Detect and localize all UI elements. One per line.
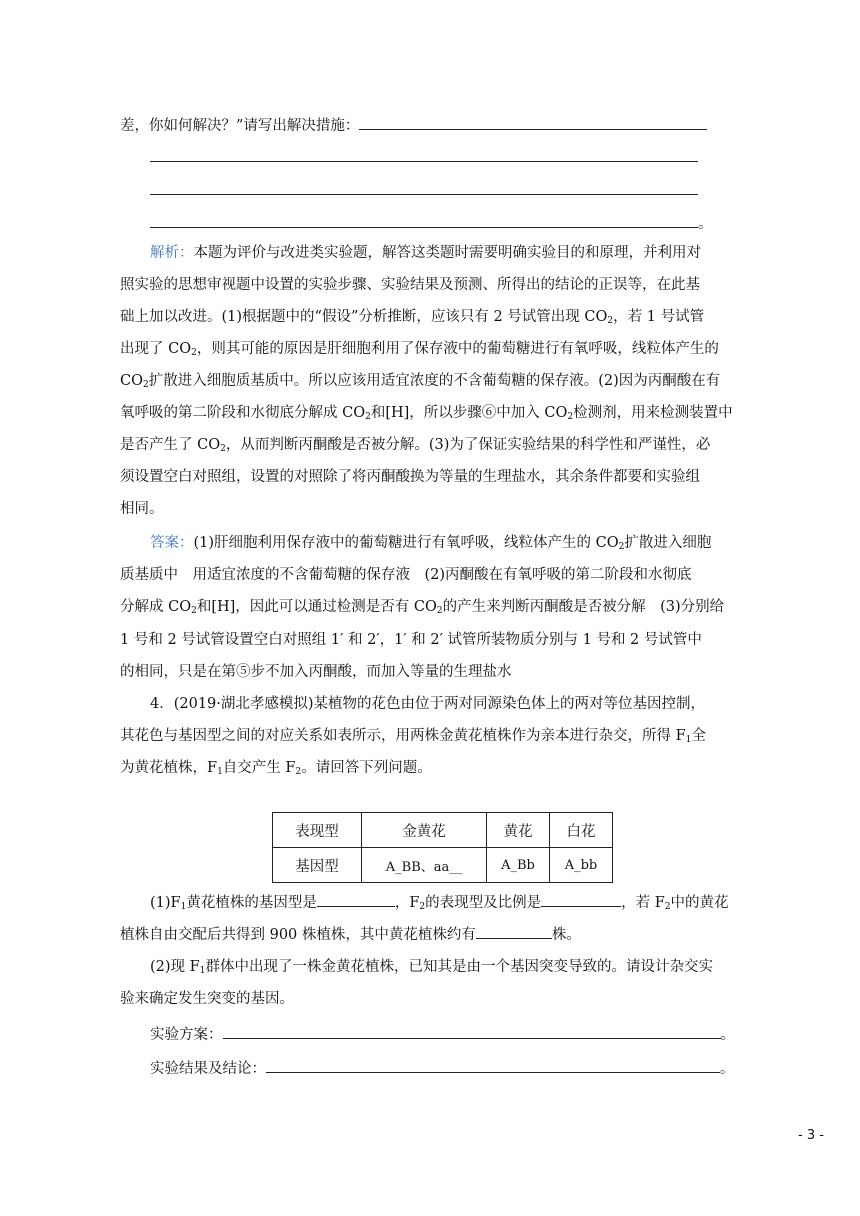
analysis-line: 氧呼吸的第二阶段和水彻底分解成 $CO_2$和[H]，所以步骤⑥中加入 $CO_2$检测剂，用来检测装置中 [120,405,733,422]
analysis-label: 解析： [150,245,194,261]
question-line: 为黄花植株，$F_1$自交产生 $F_2$。请回答下列问题。 [120,760,432,777]
analysis-line: $CO_2$扩散进入细胞质基质中。所以应该用适宜浓度的不含葡萄糖的保存液。(2)因为丙酮酸在有 [120,373,721,390]
page-number: - 3 - [798,1128,824,1143]
question-line: $(1)F_1$黄花植株的基因型是 ，$F_2$的表现型及比例是 ，若 $F_2$中的黄花 [150,892,729,913]
answer-label: 答案： [150,535,194,551]
question-line: 植株自由交配后共得到 900 株植株，其中黄花植株约有 株。 [120,924,581,945]
answer-blank [476,924,552,939]
answer-line: 质基质中 用适宜浓度的不含葡萄糖的保存液 (2)丙酮酸在有氧呼吸的第二阶段和水彻底 [120,567,692,583]
table-row [273,813,613,848]
genotype-table [272,812,613,883]
plan-label: 实验方案： [150,1027,223,1043]
table-cell: A_BB、aa__ [362,848,487,883]
answer-blank-line [150,147,698,168]
answer-blank-line [150,213,713,234]
question-line: 验来确定发生突变的基因。 [120,991,294,1007]
table-cell: A_Bb [487,848,550,883]
answer-blank [150,147,698,162]
answer-blank [317,892,395,907]
answer-blank [223,1024,721,1039]
answer-blank [359,115,707,130]
analysis-line: 相同。 [120,501,164,517]
analysis-line: 础上加以改进。(1)根据题中的“假设”分析推断，应该只有 2 号试管出现 $CO_2$，若 1 号试管 [120,309,705,326]
analysis-line: 出现了 $CO_2$，则其可能的原因是肝细胞利用了保存液中的葡萄糖进行有氧呼吸，线粒体产生的 [120,341,719,358]
table-cell: 黄花 [487,813,550,848]
answer-line: 的相同，只是在第⑤步不加入丙酮酸，而加入等量的生理盐水 [120,664,512,680]
answer-blank-line [150,180,698,201]
question-line: (2)现 $F_1$群体中出现了一株金黄花植株，已知其是由一个基因突变导致的。请设计杂交实 [150,959,713,976]
table-cell: A_bb [550,848,613,883]
answer-line: 1 号和 2 号试管设置空白对照组 1′ 和 2′，1′ 和 2′ 试管所装物质分别与 1 号和 2 号试管中 [120,632,702,648]
table-cell: 白花 [550,813,613,848]
end-punct: 。 [698,216,713,232]
question-text: 差，你如何解决？”请写出解决措施： [120,118,360,134]
answer-line: 分解成 $CO_2$和[H]，因此可以通过检测是否有 $CO_2$的产生来判断丙酮酸是否被分解 (3)分别给 [120,599,725,616]
question-line: 4．(2019·湖北孝感模拟)某植物的花色由位于两对同源染色体上的两对等位基因控制， [150,696,706,712]
table-row [273,848,613,883]
analysis-line: 须设置空白对照组，设置的对照除了将丙酮酸换为等量的生理盐水，其余条件都要和实验组 [120,469,700,485]
answer-blank [150,213,698,228]
table-cell: 基因型 [273,848,362,883]
answer-line: 答案：(1)肝细胞利用保存液中的葡萄糖进行有氧呼吸，线粒体产生的 $CO_2$扩散进入细胞 [150,535,712,552]
answer-blank [541,892,621,907]
question-line: 实验结果及结论： 。 [150,1058,735,1079]
analysis-line: 解析：本题为评价与改进类实验题，解答这类题时需要明确实验目的和原理，并利用对 [150,245,701,261]
question-line [120,115,707,136]
question-line: 其花色与基因型之间的对应关系如表所示，用两株金黄花植株作为亲本进行杂交，所得 $F_1$全 [120,728,706,745]
question-line: 实验方案： 。 [150,1024,735,1045]
answer-blank [266,1058,720,1073]
analysis-line: 照实验的思想审视题中设置的实验步骤、实验结果及预测、所得出的结论的正误等，在此基 [120,277,700,293]
answer-blank [150,180,698,195]
analysis-line: 是否产生了 $CO_2$，从而判断丙酮酸是否被分解。(3)为了保证实验结果的科学性和严谨性，必 [120,437,711,454]
table-cell: 金黄花 [362,813,487,848]
table-cell: 表现型 [273,813,362,848]
result-label: 实验结果及结论： [150,1061,266,1077]
